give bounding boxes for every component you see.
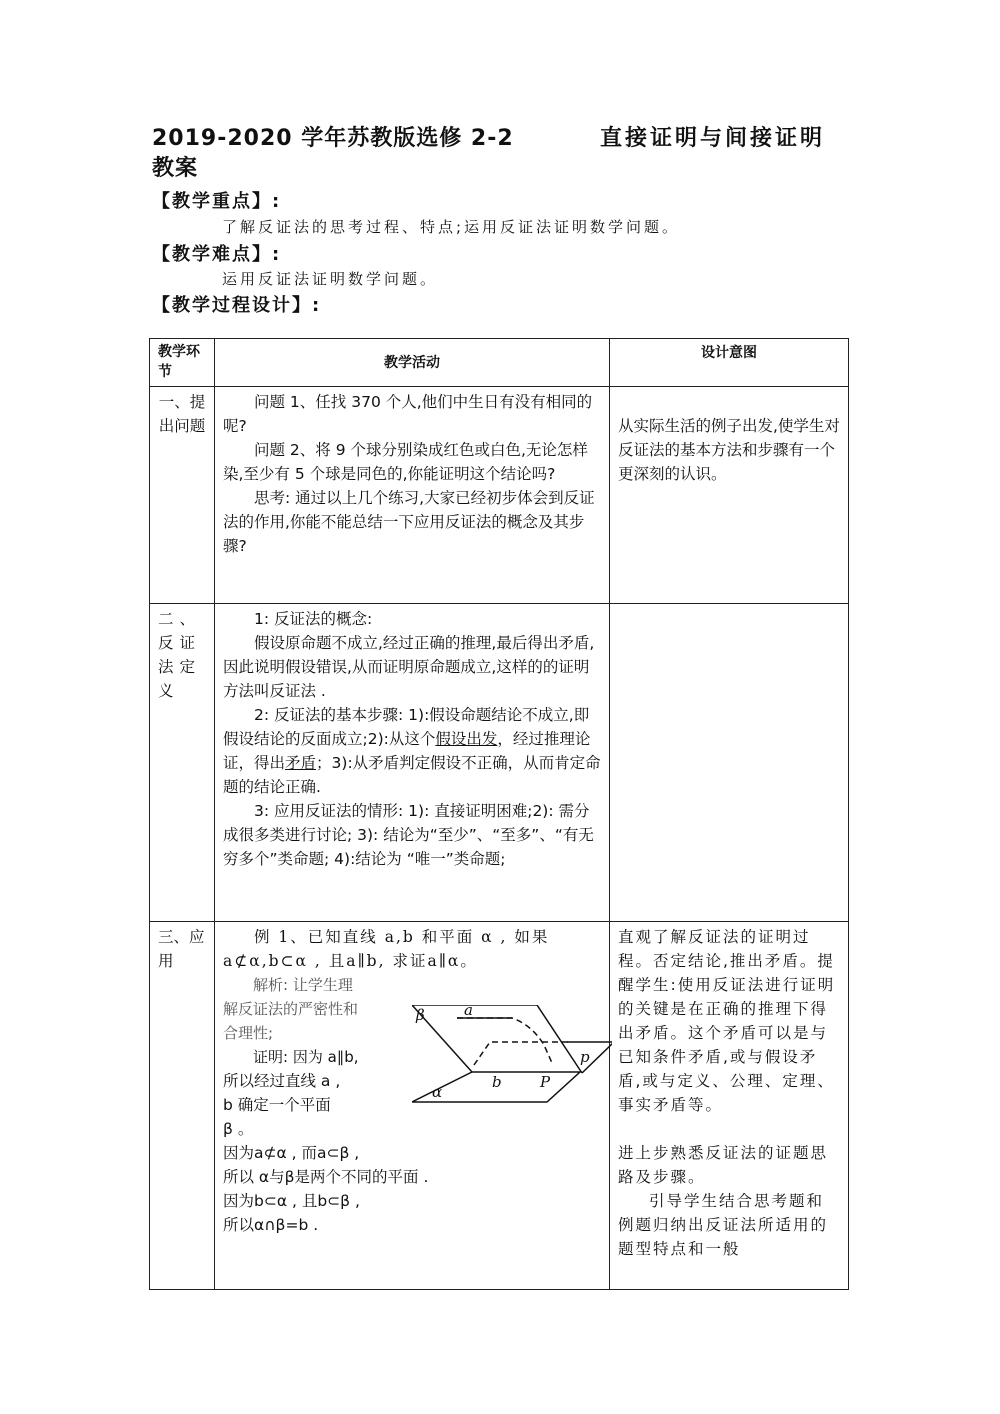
planes-figure [412,1005,612,1110]
proof-text: 所以 α与β是两个不同的平面 . [223,1168,429,1186]
activity-text: 1: 反证法的概念: [254,610,373,628]
intent-cell [610,604,849,922]
intent-cell: 从实际生活的例子出发,使学生对反证法的基本方法和步骤有一个更深刻的认识。 [610,387,849,604]
intent-text: 引导学生结合思考题和例题归纳出反证法所适用的题型特点和一般 [618,1192,829,1258]
activity-cell [215,604,610,922]
activity-text: 问题 2、将 9 个球分别染成红色或白色,无论怎样染,至少有 5 个球是同色的,你能证明这个结论吗? [223,441,588,483]
table-row [150,604,849,922]
label-a: a [464,1005,473,1019]
activity-text: 问题 1、任找 370 个人,他们中生日有没有相同的呢? [223,393,593,435]
label-point-p: P [540,1073,551,1091]
proof-text: 因为b⊂α , 且b⊂β , [223,1192,360,1210]
title-right: 直接证明与间接证明 [600,126,826,151]
stage-cell: 一、提出问题 [150,387,215,604]
label-plane-p: p [580,1048,590,1066]
title-line2: 教案 [152,156,199,181]
proof-text: 所以经过直线 a , [223,1072,341,1090]
header-stage: 教学环节 [150,339,215,387]
proof-text: b 确定一个平面 [223,1096,331,1114]
intent-text: 直观了解反证法的证明过程。否定结论,推出矛盾。提醒学生:使用反证法进行证明的关键是在正确的推理下得出矛盾。这个矛盾可以是与已知条件矛盾,或与假设矛盾,或与定义、公理、定理、事实矛盾等。 [618,928,836,1114]
activity-text: 3: 应用反证法的情形: 1): 直接证明困难;2): 需分成很多类进行讨论; 3): 结论为“至少”、“至多”、“有无穷多个”类命题; 4):结论为 “唯一”类命题; [223,802,594,868]
label-beta: β [416,1006,425,1024]
activity-text: 假设原命题不成立,经过正确的推理,最后得出矛盾,因此说明假设错误,从而证明原命题成立,这样的的证明方法叫反证法 . [223,634,595,700]
example-text: 例 1、已知直线 a,b 和平面 α , 如果 a⊄α,b⊂α , 且a∥b, 求证a∥α。 [223,928,550,970]
activity-text [223,703,601,799]
analysis-text: 解析: 让学生理解反证法的严密性和合理性; [223,976,359,1042]
text: 2: 反证法的基本步骤: 1):假设命题结论不成立,即假设结论的反面成立;2):从这个 [223,706,590,748]
header-activity: 教学活动 [215,339,610,387]
proof-text: 因为a⊄α , 而a⊂β , [223,1144,360,1162]
process-heading: 【教学过程设计】: [152,295,322,316]
intent-cell [610,922,849,1290]
table-row [150,387,849,604]
underlined-text: 矛盾 [285,754,317,772]
document-title [152,124,852,184]
label-alpha: α [432,1083,443,1101]
key-points-heading: 【教学重点】: [152,191,282,212]
stage-cell: 三、应用 [150,922,215,1290]
text: ；3):从矛盾判定假设不正确，从而肯定命题的结论正确. [223,754,601,796]
activity-cell [215,387,610,604]
difficulties-text: 运用反证法证明数学问题。 [222,270,439,288]
table-header-row [150,339,849,387]
header-intent: 设计意图 [610,339,849,387]
key-points-text: 了解反证法的思考过程、特点;运用反证法证明数学问题。 [222,218,681,236]
text: ，经过推理论证，得出 [223,730,591,772]
activity-text: 思考: 通过以上几个练习,大家已经初步体会到反证法的作用,你能不能总结一下应用反证法的概念及其步骤? [223,489,595,555]
proof-text: 所以α∩β=b . [223,1216,319,1234]
lesson-table [149,338,849,1290]
title-left: 2019-2020 学年苏教版选修 2-2 [152,126,514,151]
intent-text: 进上步熟悉反证法的证题思路及步骤。 [618,1144,829,1186]
proof-text: 证明: 因为 a∥b, [253,1048,359,1066]
underlined-text: 假设出发 [435,730,498,748]
proof-text: β 。 [223,1120,254,1138]
label-b: b [492,1073,502,1091]
difficulties-heading: 【教学难点】: [152,244,282,265]
stage-cell: 二、反证法定义 [150,604,215,922]
